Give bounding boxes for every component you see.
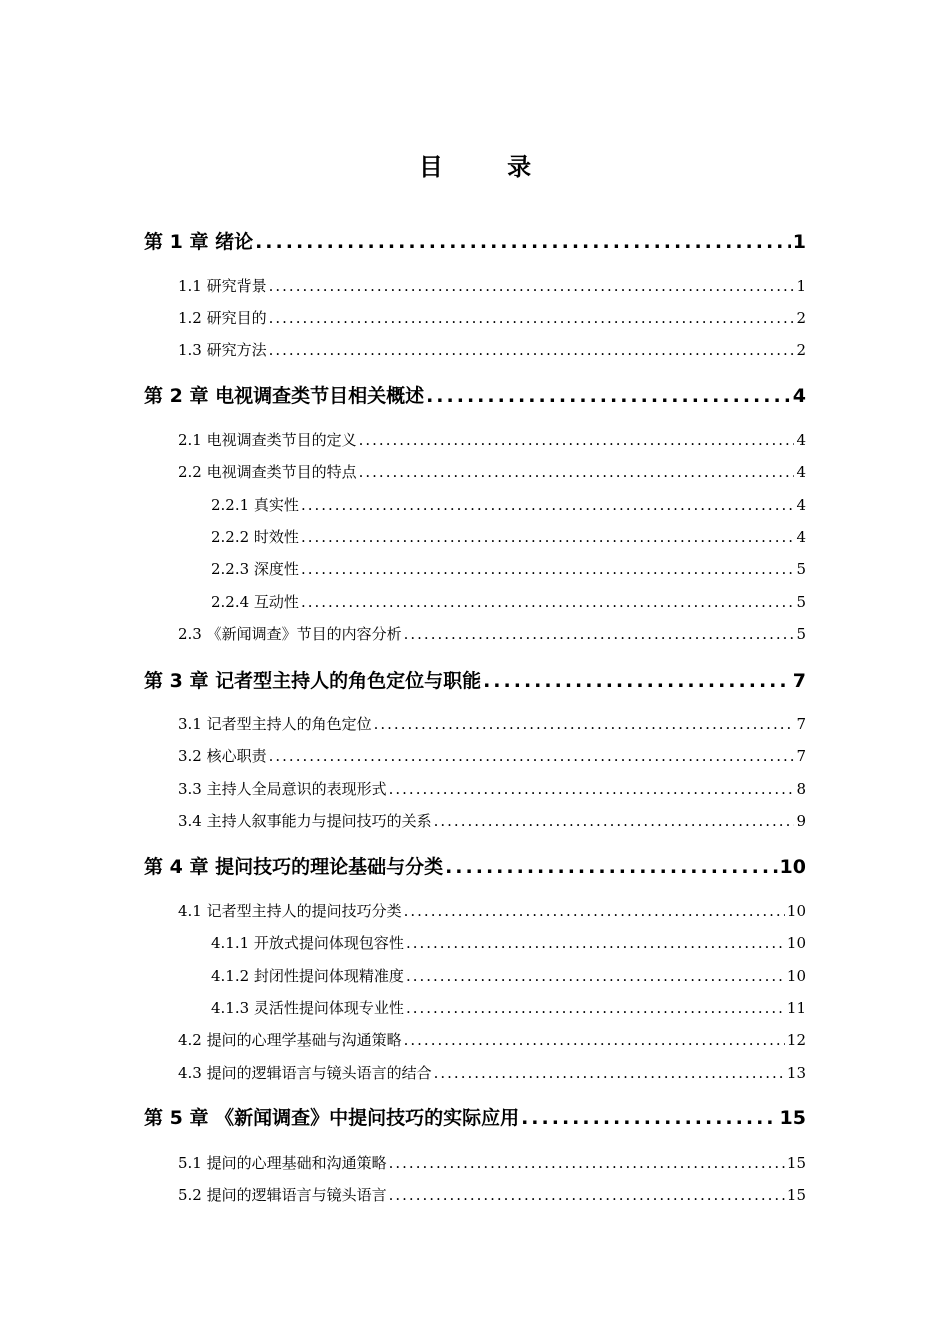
toc-entry-label: 第 4 章 提问技巧的理论基础与分类 (144, 856, 444, 878)
toc-entry-label: 4.1.1 开放式提问体现包容性 (211, 934, 404, 952)
toc-chapter-entry (144, 853, 806, 881)
toc-entry-label: 第 2 章 电视调查类节目相关概述 (144, 385, 425, 407)
toc-entry-label: 4.3 提问的逻辑语言与镜头语言的结合 (178, 1064, 432, 1082)
toc-entry-label: 第 3 章 记者型主持人的角色定位与职能 (144, 670, 482, 692)
toc-page-number: 2 (796, 341, 806, 359)
toc-entry-label: 2.1 电视调查类节目的定义 (178, 431, 357, 449)
toc-entry-label: 4.1.2 封闭性提问体现精准度 (211, 967, 404, 985)
toc-dot-leader (301, 526, 795, 548)
toc-dot-leader (301, 558, 795, 580)
toc-dot-leader (301, 494, 795, 516)
toc-entry-label: 3.2 核心职责 (178, 747, 267, 765)
toc-dot-leader (301, 591, 795, 613)
toc-chapter-entry (144, 382, 806, 410)
toc-section-entry (178, 339, 806, 361)
toc-dot-leader (434, 810, 795, 832)
toc-page-number: 1 (792, 231, 806, 253)
toc-page-number: 4 (792, 385, 806, 407)
toc-dot-leader (404, 623, 795, 645)
toc-section-entry (178, 275, 806, 297)
toc-dot-leader (389, 1152, 785, 1174)
toc-page-number: 5 (796, 625, 806, 643)
toc-entry-label: 2.2.4 互动性 (211, 593, 299, 611)
toc-dot-leader (359, 429, 795, 451)
toc-page-number: 10 (786, 902, 806, 920)
toc-dot-leader (359, 461, 795, 483)
toc-entry-label: 1.3 研究方法 (178, 341, 267, 359)
toc-entry-label: 3.4 主持人叙事能力与提问技巧的关系 (178, 812, 432, 830)
toc-dot-leader (521, 1104, 777, 1132)
toc-entry-label: 4.1.3 灵活性提问体现专业性 (211, 999, 404, 1017)
toc-dot-leader (434, 1062, 785, 1084)
toc-dot-leader (404, 1029, 785, 1051)
toc-page-number: 7 (796, 715, 806, 733)
toc-page-number: 11 (786, 999, 806, 1017)
toc-chapter-entry (144, 228, 806, 256)
toc-entry-label: 2.2.3 深度性 (211, 560, 299, 578)
toc-page-number: 5 (796, 593, 806, 611)
toc-section-entry (178, 778, 806, 800)
toc-dot-leader (269, 275, 795, 297)
toc-page-number: 4 (796, 431, 806, 449)
toc-entry-label: 2.2.2 时效性 (211, 528, 299, 546)
toc-section-entry (178, 1029, 806, 1051)
toc-page-number: 5 (796, 560, 806, 578)
toc-page-number: 2 (796, 309, 806, 327)
toc-page-number: 4 (796, 496, 806, 514)
toc-section-entry (178, 900, 806, 922)
toc-section-entry (211, 494, 806, 516)
toc-dot-leader (406, 932, 785, 954)
toc-dot-leader (445, 853, 777, 881)
toc-section-entry (178, 623, 806, 645)
toc-section-entry (178, 307, 806, 329)
toc-dot-leader (269, 307, 795, 329)
toc-section-entry (178, 461, 806, 483)
toc-page-number: 9 (796, 812, 806, 830)
toc-entry-label: 4.2 提问的心理学基础与沟通策略 (178, 1031, 402, 1049)
toc-dot-leader (255, 228, 791, 256)
toc-dot-leader (389, 1184, 785, 1206)
toc-page-number: 12 (786, 1031, 806, 1049)
toc-section-entry (178, 810, 806, 832)
toc-entry-label: 1.1 研究背景 (178, 277, 267, 295)
toc-page-number: 15 (786, 1154, 806, 1172)
toc-dot-leader (269, 745, 795, 767)
toc-page-number: 4 (796, 463, 806, 481)
toc-section-entry (178, 745, 806, 767)
toc-entry-label: 5.1 提问的心理基础和沟通策略 (178, 1154, 387, 1172)
toc-dot-leader (426, 382, 791, 410)
toc-entry-label: 1.2 研究目的 (178, 309, 267, 327)
toc-entry-label: 第 1 章 绪论 (144, 231, 254, 253)
toc-dot-leader (406, 997, 785, 1019)
toc-section-entry (178, 1152, 806, 1174)
toc-page-number: 15 (786, 1186, 806, 1204)
toc-section-entry (211, 558, 806, 580)
toc-page-number: 8 (796, 780, 806, 798)
toc-dot-leader (374, 713, 795, 735)
toc-section-entry (178, 1062, 806, 1084)
toc-page-number: 10 (786, 967, 806, 985)
toc-dot-leader (389, 778, 795, 800)
toc-chapter-entry (144, 1104, 806, 1132)
toc-dot-leader (269, 339, 795, 361)
toc-section-entry (211, 591, 806, 613)
toc-page-number: 7 (796, 747, 806, 765)
toc-dot-leader (406, 965, 785, 987)
toc-entry-label: 3.1 记者型主持人的角色定位 (178, 715, 372, 733)
toc-dot-leader (483, 667, 791, 695)
toc-entry-label: 2.3 《新闻调查》节目的内容分析 (178, 625, 402, 643)
toc-entry-label: 第 5 章 《新闻调查》中提问技巧的实际应用 (144, 1107, 520, 1129)
toc-page-number: 1 (796, 277, 806, 295)
toc-section-entry (211, 526, 806, 548)
toc-page-number: 15 (779, 1107, 806, 1129)
toc-page-number: 7 (792, 670, 806, 692)
toc-section-entry (178, 1184, 806, 1206)
toc-page-number: 10 (786, 934, 806, 952)
toc-entry-label: 5.2 提问的逻辑语言与镜头语言 (178, 1186, 387, 1204)
toc-section-entry (178, 713, 806, 735)
toc-section-entry (211, 997, 806, 1019)
toc-entry-label: 2.2 电视调查类节目的特点 (178, 463, 357, 481)
toc-section-entry (211, 965, 806, 987)
toc-entry-label: 4.1 记者型主持人的提问技巧分类 (178, 902, 402, 920)
toc-chapter-entry (144, 667, 806, 695)
toc-title: 目 录 (418, 153, 560, 181)
toc-section-entry (178, 429, 806, 451)
toc-entry-label: 3.3 主持人全局意识的表现形式 (178, 780, 387, 798)
toc-page-number: 4 (796, 528, 806, 546)
toc-page-number: 10 (779, 856, 806, 878)
toc-section-entry (211, 932, 806, 954)
toc-page-number: 13 (786, 1064, 806, 1082)
toc-dot-leader (404, 900, 785, 922)
toc-entry-label: 2.2.1 真实性 (211, 496, 299, 514)
